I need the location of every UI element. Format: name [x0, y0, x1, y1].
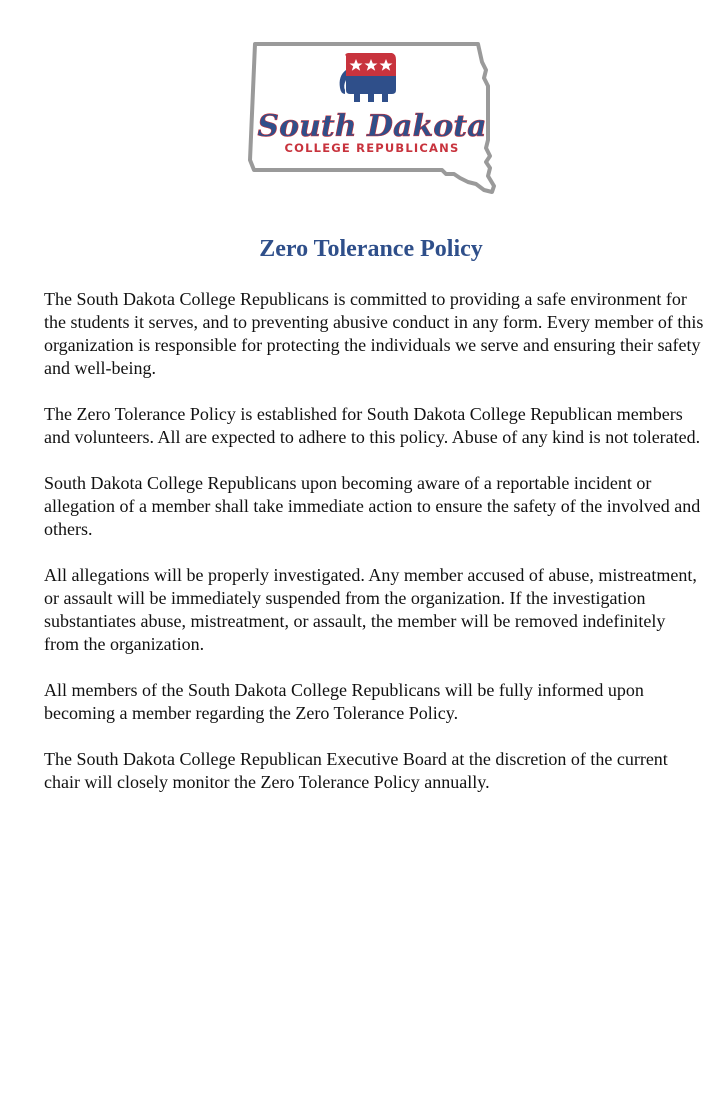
logo-line2: COLLEGE REPUBLICANS [284, 141, 460, 155]
page-title: Zero Tolerance Policy [259, 236, 483, 262]
policy-body [44, 288, 704, 817]
policy-paragraph: The South Dakota College Republicans is committed to providing a safe environment for the students it serves, and to preventing abusive conduct in any form. Every member of this organization is responsible for protecting the individuals we serve and ensuring their safety and well-being. [44, 289, 704, 378]
policy-paragraph: The South Dakota College Republican Executive Board at the discretion of the current chair will closely monitor the Zero Tolerance Policy annually. [44, 749, 668, 792]
policy-paragraph: South Dakota College Republicans upon becoming aware of a reportable incident or allegation of a member shall take immediate action to ensure the safety of the involved and others. [44, 473, 701, 539]
logo-line1: South Dakota [257, 109, 487, 144]
policy-paragraph: All members of the South Dakota College Republicans will be fully informed upon becoming a member regarding the Zero Tolerance Policy. [44, 680, 644, 723]
south-dakota-state-outline-icon [246, 40, 498, 198]
logo [246, 40, 498, 198]
policy-paragraph: The Zero Tolerance Policy is established for South Dakota College Republican members and volunteers. All are expected to adhere to this policy. Abuse of any kind is not tolerated. [44, 404, 701, 447]
policy-paragraph: All allegations will be properly investigated. Any member accused of abuse, mistreatment, or assault will be immediately suspended from the organization. If the investigation substantiates abuse, mistreatment, or assault, the member will be removed indefinitely from the organization. [44, 565, 697, 654]
